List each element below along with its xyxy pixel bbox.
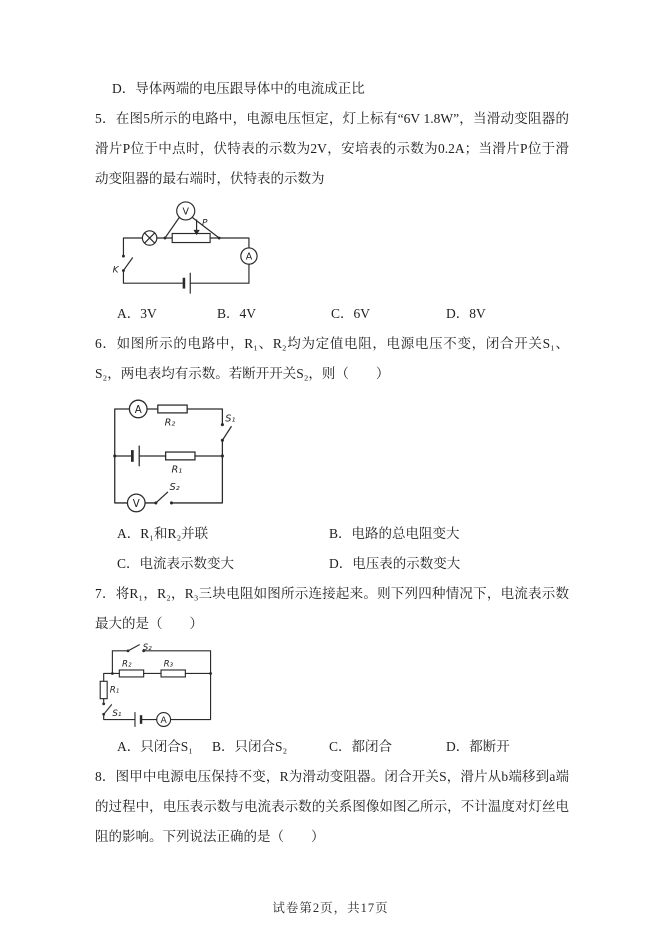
- q6-option-c: C．电流表示数变大: [117, 556, 235, 571]
- junction-dot: [111, 672, 114, 675]
- resistor-r3-label: R₃: [163, 659, 174, 670]
- question-7-text: 7．将R₁，R₂，R₃三块电阻如图所示连接起来。则下列四种情况下，电流表示数最大的是（ ）: [95, 586, 569, 631]
- resistor-r3-symbol: [161, 670, 185, 677]
- resistor-r2-label: R₂: [121, 659, 132, 670]
- voltmeter-label: V: [132, 497, 140, 510]
- page-footer: 试卷第2页，共17页: [272, 901, 389, 915]
- q5-option-b: B．4V: [217, 306, 257, 321]
- resistor-r1-label: R₁: [109, 685, 120, 696]
- ammeter-label: A: [245, 251, 253, 263]
- resistor-r1-symbol: [166, 452, 195, 460]
- lamp-symbol: [142, 231, 156, 245]
- resistor-r2-symbol: [119, 670, 143, 677]
- switch-s2-label: S₂: [169, 482, 180, 494]
- ammeter-label: A: [134, 403, 142, 416]
- q7-option-d: D．都断开: [446, 739, 510, 754]
- q7-circuit-diagram: [95, 643, 221, 730]
- switch-s1-symbol: [221, 423, 231, 442]
- switch-k-label: K: [112, 265, 119, 276]
- q6-options-grid: [95, 519, 569, 579]
- junction-dot: [113, 454, 116, 457]
- resistor-r2-symbol: [158, 405, 187, 413]
- q5-circuit-diagram: [109, 200, 267, 295]
- q5-options-row: [95, 299, 569, 329]
- switch-k-symbol: [122, 255, 132, 272]
- question-6-text: 6．如图所示的电路中，R₁、R₂均为定值电阻，电源电压不变，闭合开关S₁、S₂，两电表均有示数。若断开开关S₂，则（ ）: [95, 336, 569, 381]
- q7-option-a: A．只闭合S₁: [117, 739, 193, 754]
- q6-option-d: D．电压表的示数变大: [329, 556, 461, 571]
- junction-dot: [209, 672, 212, 675]
- q7-option-c: C．都闭合: [329, 739, 393, 754]
- voltmeter-label: V: [182, 206, 189, 218]
- battery-symbol: [184, 273, 190, 293]
- slider-label: P: [201, 218, 208, 229]
- battery-symbol: [132, 446, 139, 466]
- question-5-text: 5．在图5所示的电路中，电源电压恒定，灯上标有“6V 1.8W”，当滑动变阻器的滑片P位于中点时，伏特表的示数为2V，安培表的示数为0.2A；当滑片P位于滑动变阻器的最右端时，伏特表的示数为: [95, 111, 569, 186]
- resistor-r2-label: R₂: [164, 417, 176, 429]
- q5-option-d: D．8V: [446, 306, 486, 321]
- question-8-text: 8．图甲中电源电压保持不变，R为滑动变阻器。闭合开关S，滑片从b端移到a端的过程中，电压表示数与电流表示数的关系图像如图乙所示，不计温度对灯丝电阻的影响。下列说法正确的是（ ）: [95, 769, 569, 844]
- q6-circuit-diagram: [103, 395, 240, 513]
- circuit-wires: [123, 238, 248, 283]
- prev-question-option-d: D．导体两端的电压跟导体中的电流成正比: [112, 81, 365, 96]
- q5-option-c: C．6V: [331, 306, 371, 321]
- resistor-r1-symbol: [100, 681, 107, 698]
- switch-s2-symbol: [154, 492, 173, 504]
- resistor-r1-label: R₁: [171, 464, 183, 476]
- switch-s1-label: S₁: [112, 709, 122, 720]
- q5-option-a: A．3V: [117, 306, 157, 321]
- ammeter-label: A: [160, 715, 167, 726]
- junction-dot: [221, 454, 224, 457]
- q7-options-row: [95, 732, 569, 762]
- switch-s1-symbol: [102, 702, 111, 715]
- q6-option-b: B．电路的总电阻变大: [329, 526, 460, 541]
- battery-symbol: [135, 713, 141, 727]
- switch-s2-label: S₂: [142, 643, 152, 654]
- q7-option-b: B．只闭合S₂: [212, 739, 288, 754]
- q6-option-a: A．R₁和R₂并联: [117, 526, 209, 541]
- switch-s1-label: S₁: [225, 413, 236, 425]
